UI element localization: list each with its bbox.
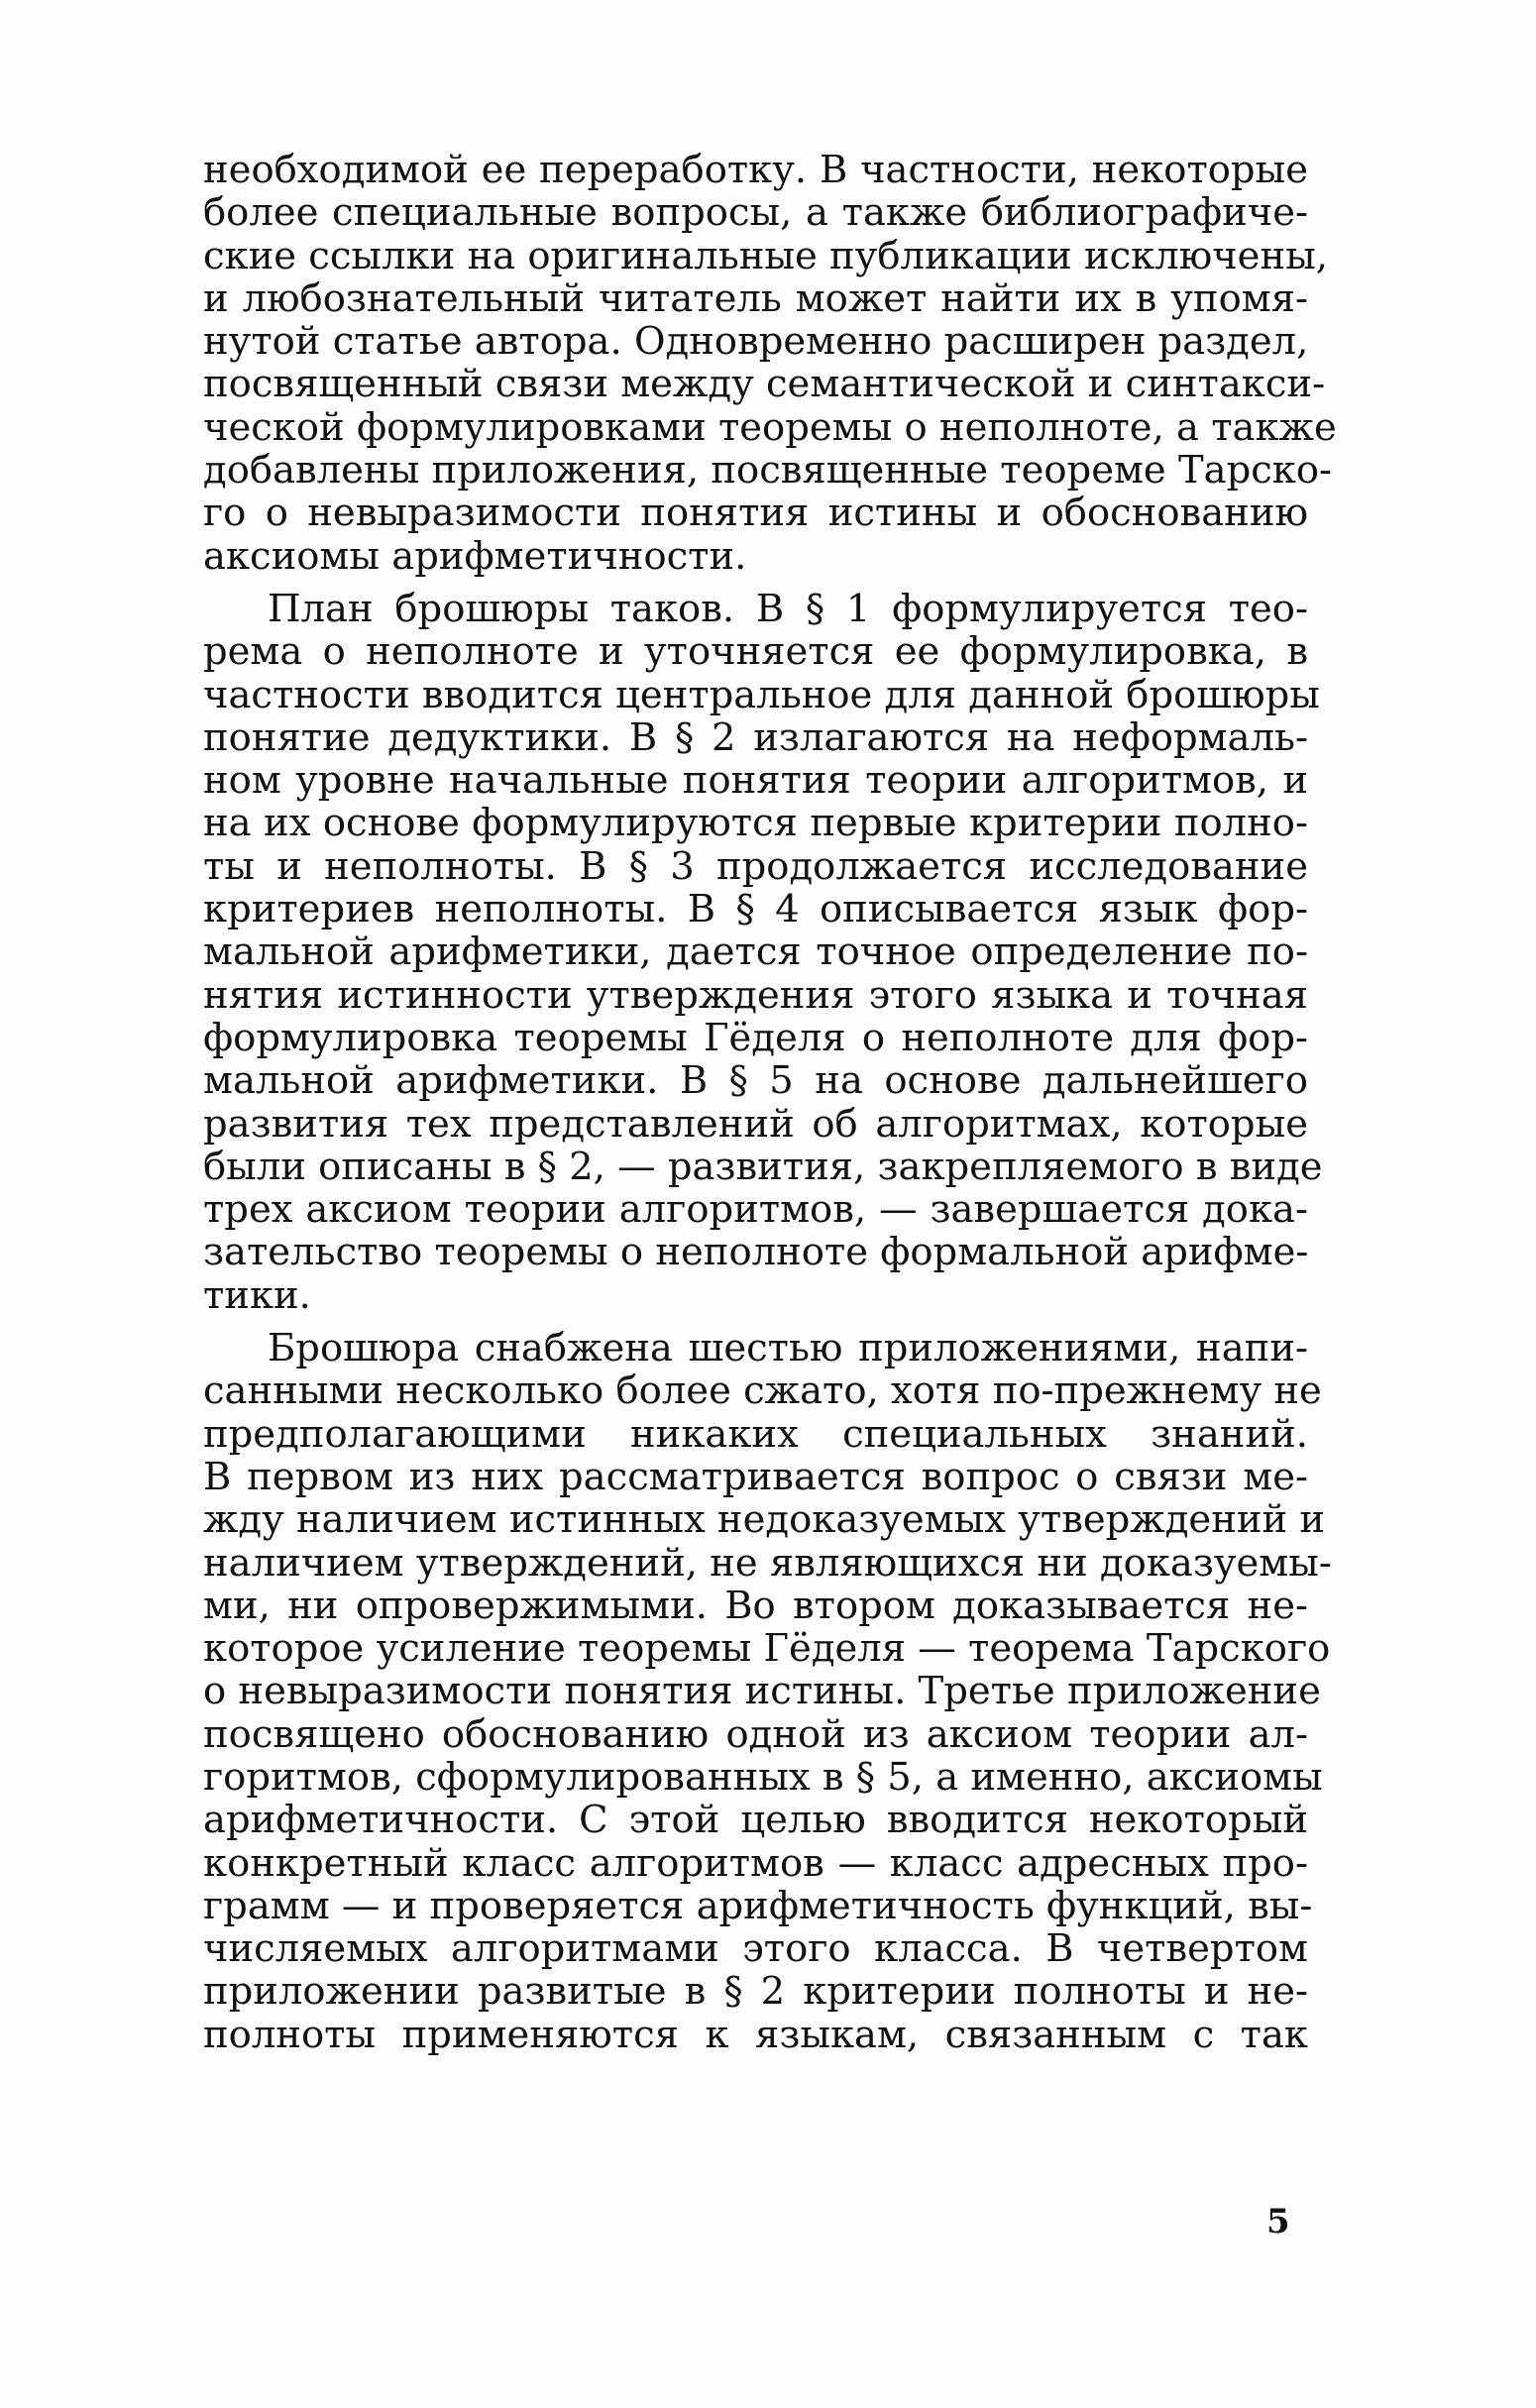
text-line: нутой статье автора. Одновременно расширен раздел, bbox=[203, 319, 1309, 365]
text-line: необходимой ее переработку. В частности, некоторые bbox=[203, 148, 1308, 192]
text-line: санными несколько более сжато, хотя по-прежнему не bbox=[203, 1368, 1322, 1414]
text-line: числяемых алгоритмами этого класса. В четвертом bbox=[203, 1926, 1308, 1972]
text-line: конкретный класс алгоритмов — класс адресных про- bbox=[203, 1840, 1308, 1886]
text-line: формулировка теоремы Гёделя о неполноте для фор- bbox=[203, 1015, 1308, 1060]
text-line: посвящено обоснованию одной из аксиом теории ал- bbox=[203, 1711, 1308, 1757]
text-line: ном уровне начальные понятия теории алгоритмов, и bbox=[203, 758, 1308, 804]
text-line: о невыразимости понятия истины. Третье приложение bbox=[203, 1669, 1321, 1714]
text-line: наличием утверждений, не являющихся ни доказуемы- bbox=[203, 1540, 1332, 1586]
text-line: рема о неполноте и уточняется ее формулировка, в bbox=[203, 629, 1308, 675]
text-line: В первом из них рассматривается вопрос о связи ме- bbox=[203, 1454, 1308, 1499]
text-line: грамм — и проверяется арифметичность функций, вы- bbox=[203, 1883, 1313, 1928]
text-line: предполагающими никаких специальных знаний. bbox=[203, 1411, 1308, 1457]
text-line: тики. bbox=[203, 1272, 311, 1318]
text-line: План брошюры таков. В § 1 формулируется тео- bbox=[268, 586, 1308, 631]
text-line: развития тех представлений об алгоритмах, которые bbox=[203, 1101, 1308, 1147]
text-line: аксиомы арифметичности. bbox=[203, 533, 747, 579]
text-line: ческой формулировками теоремы о неполноте, а также bbox=[203, 404, 1337, 450]
text-line: и любознательный читатель может найти их в упомя- bbox=[203, 275, 1308, 321]
text-line: горитмов, сформулированных в § 5, а именно, аксиомы bbox=[203, 1754, 1323, 1800]
text-line: посвященный связи между семантической и синтакси- bbox=[203, 362, 1326, 407]
text-line: приложении развитые в § 2 критерии полноты и не- bbox=[203, 1969, 1308, 2015]
paragraph-2 bbox=[203, 586, 1323, 1318]
text-line: ты и неполноты. В § 3 продолжается исследование bbox=[203, 843, 1308, 889]
text-line: мальной арифметики. В § 5 на основе дальнейшего bbox=[203, 1058, 1308, 1104]
text-line: ские ссылки на оригинальные публикации исключены, bbox=[203, 233, 1328, 278]
text-line: арифметичности. С этой целью вводится некоторый bbox=[203, 1798, 1308, 1843]
text-line: ми, ни опровержимыми. Во втором доказывается не- bbox=[203, 1583, 1308, 1628]
page-number: 5 bbox=[1266, 2202, 1290, 2242]
text-line: более специальные вопросы, а также библиографиче- bbox=[203, 190, 1308, 236]
text-line: которое усиление теоремы Гёделя — теорема Тарского bbox=[203, 1626, 1331, 1672]
text-line: нятия истинности утверждения этого языка и точная bbox=[203, 972, 1308, 1018]
text-line: добавлены приложения, посвященные теореме Тарско- bbox=[203, 448, 1333, 493]
text-line: полноты применяются к языкам, связанным с так bbox=[203, 2012, 1308, 2057]
text-line: го о невыразимости понятия истины и обоснованию bbox=[203, 491, 1308, 536]
text-line: на их основе формулируются первые критерии полно- bbox=[203, 801, 1308, 846]
text-line: мальной арифметики, дается точное определение по- bbox=[203, 930, 1308, 975]
text-line: трех аксиом теории алгоритмов, — завершается дока- bbox=[203, 1187, 1308, 1233]
text-line: частности вводится центральное для данной брошюры bbox=[203, 672, 1320, 717]
paragraph-3 bbox=[203, 1326, 1332, 2057]
body-text bbox=[203, 148, 1337, 2057]
text-line: зательство теоремы о неполноте формальной арифме- bbox=[203, 1230, 1309, 1275]
text-line: были описаны в § 2, — развития, закрепляемого в виде bbox=[203, 1144, 1323, 1189]
text-line: критериев неполноты. В § 4 описывается язык фор- bbox=[203, 887, 1308, 932]
paragraph-1 bbox=[203, 148, 1337, 579]
text-line: Брошюра снабжена шестью приложениями, напи- bbox=[268, 1326, 1308, 1371]
text-line: жду наличием истинных недоказуемых утверждений и bbox=[203, 1497, 1326, 1543]
text-line: понятие дедуктики. В § 2 излагаются на неформаль- bbox=[203, 714, 1308, 760]
